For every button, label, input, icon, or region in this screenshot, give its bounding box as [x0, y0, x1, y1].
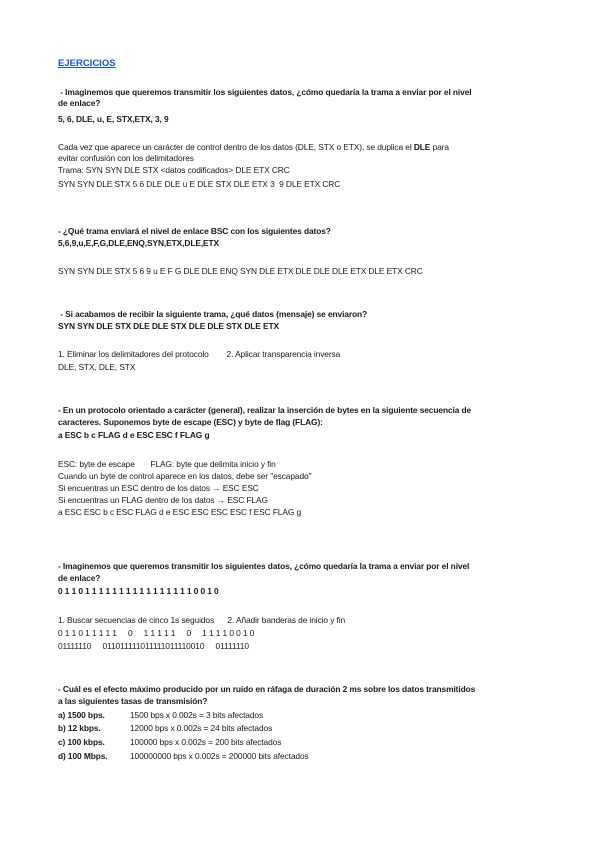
page-title[interactable]: EJERCICIOS: [58, 58, 116, 69]
ex6-row-calc: 100000 bps x 0.002s = 200 bits afectados: [130, 737, 282, 747]
ex2-answer: SYN SYN DLE STX 5 6 9 u E F G DLE DLE ENQ SYN DLE ETX DLE DLE DLE ETX DLE ETX CRC: [58, 266, 423, 276]
ex4-answer-line1: ESC: byte de escape FLAG: byte que delimita inicio y fin: [58, 459, 276, 469]
ex5-answer-line1: 1. Buscar secuencias de cinco 1s seguidos 2. Añadir banderas de inicio y fin: [58, 615, 346, 625]
ex6-row-label: a) 1500 bps.: [58, 710, 105, 720]
ex6-row-label: b) 12 kbps.: [58, 723, 101, 733]
ex4-question-line1: - En un protocolo orientado a carácter (general), realizar la inserción de bytes en la siguiente secuencia de: [58, 405, 472, 415]
ex4-answer-line5: a ESC ESC b c ESC FLAG d e ESC ESC ESC ESC f ESC FLAG g: [58, 507, 302, 517]
ex5-question-line1: - Imaginemos que queremos transmitir los siguientes datos, ¿cómo quedaría la trama a enviar por el nivel: [58, 561, 470, 571]
ex4-answer-line3: Si encuentras un ESC dentro de los datos → ESC ESC: [58, 483, 259, 493]
ex4-answer-line2: Cuando un byte de control aparece en los datos, debe ser "escapado": [58, 471, 312, 481]
ex6-question-line1: - Cuál es el efecto máximo producido por un ruido en ráfaga de duración 2 ms sobre los datos transmitidos: [58, 684, 476, 694]
ex1-data: 5, 6, DLE, u, E, STX,ETX, 3, 9: [58, 114, 169, 124]
ex1-answer-line2: evitar confusión con los delimitadores: [58, 153, 194, 163]
ex3-question: - Si acabamos de recibir la siguiente trama, ¿qué datos (mensaje) se enviaron?: [58, 309, 368, 319]
ex1-answer-line1: [58, 142, 449, 153]
ex5-answer-line3: 01111110 011011111011111011110010 01111110: [58, 641, 249, 651]
ex5-answer-line2: 0 1 1 0 1 1 1 1 1 0 1 1 1 1 1 0 1 1 1 1 0 0 1 0: [58, 628, 255, 638]
ex5-data: 0 1 1 0 1 1 1 1 1 1 1 1 1 1 1 1 1 1 1 1 0 0 1 0: [58, 586, 219, 596]
ex1-answer-line3: Trama: SYN SYN DLE STX <datos codificados> DLE ETX CRC: [58, 165, 290, 175]
ex6-row-label: d) 100 Mbps.: [58, 751, 108, 761]
ex1-answer-text: Cada vez que aparece un carácter de control dentro de los datos (DLE, STX o ETX), se duplica el: [58, 142, 414, 152]
ex4-answer-line4: Si encuentras un FLAG dentro de los datos → ESC FLAG: [58, 495, 268, 505]
ex1-question-line2: de enlace?: [58, 98, 101, 108]
ex5-question-line2: de enlace?: [58, 573, 101, 583]
ex6-row-calc: 100000000 bps x 0.002s = 200000 bits afectados: [130, 751, 309, 761]
ex4-question-line2: caracteres. Suponemos byte de escape (ESC) y byte de flag (FLAG):: [58, 417, 323, 427]
ex6-row-calc: 1500 bps x 0.002s = 3 bits afectados: [130, 710, 264, 720]
ex1-answer-bold: DLE: [413, 142, 431, 152]
ex1-answer-line4: SYN SYN DLE STX 5 6 DLE DLE u E DLE STX DLE ETX 3 9 DLE ETX CRC: [58, 179, 341, 189]
ex6-row-calc: 12000 bps x 0.002s = 24 bits afectados: [130, 723, 273, 733]
ex2-data: 5,6,9,u,E,F,G,DLE,ENQ,SYN,ETX,DLE,ETX: [58, 238, 220, 248]
ex3-answer-line1: 1. Eliminar los delimitadores del protocolo 2. Aplicar transparencia inversa: [58, 349, 341, 359]
ex3-answer-line2: DLE, STX, DLE, STX: [58, 362, 136, 372]
ex6-question-line2: a las siguientes tasas de transmisión?: [58, 696, 208, 706]
ex3-data: SYN SYN DLE STX DLE DLE STX DLE DLE STX DLE ETX: [58, 321, 279, 331]
ex4-data: a ESC b c FLAG d e ESC ESC f FLAG g: [58, 430, 210, 440]
ex6-row-label: c) 100 kbps.: [58, 737, 105, 747]
ex2-question: - ¿Qué trama enviará el nivel de enlace BSC con los siguientes datos?: [58, 226, 331, 236]
ex1-question-line1: - Imaginemos que queremos transmitir los siguientes datos, ¿cómo quedaría la trama a enviar por el nivel: [58, 87, 472, 97]
ex1-answer-text-end: para: [430, 142, 449, 152]
